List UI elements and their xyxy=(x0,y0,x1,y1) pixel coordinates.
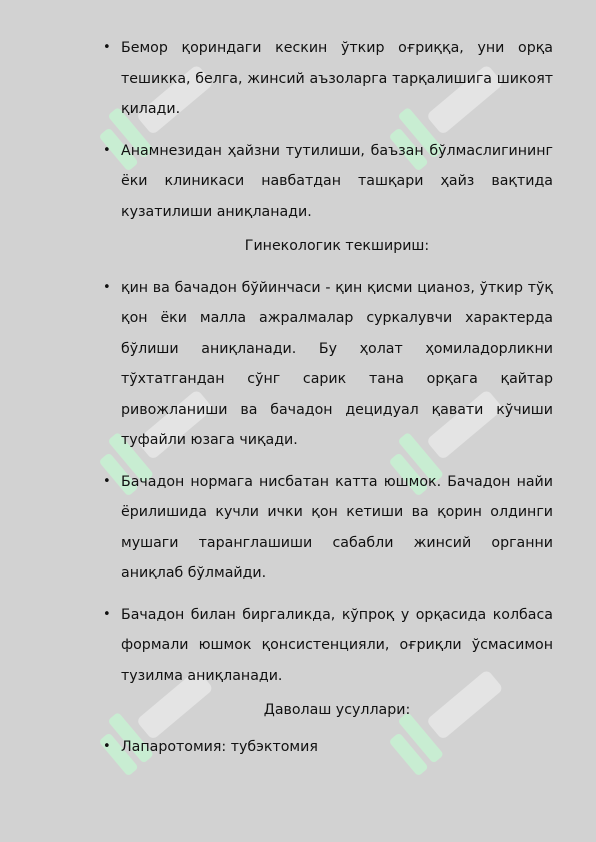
bullet-marker: • xyxy=(103,40,111,55)
list-item-text: қин ва бачадон бўйинчаси - қин қисми цианоз, ўткир тўқ қон ёки малла ажралмалар суркалувчи характерда бўлиши аниқланади. Бу ҳолат ҳомиладорликни тўхтатгандан сўнг сарик тана орқага қайтар ривожланиши ва бачадон децидуал қавати кўчиши туфайли юзага чиқади. xyxy=(121,279,553,448)
list-item-text: Бемор қориндаги кескин ўткир оғриққа, уни орқа тешикка, белга, жинсий аъзоларга тарқалишига шикоят қилади. xyxy=(121,40,553,117)
bullet-marker: • xyxy=(103,738,111,754)
bullet-marker: • xyxy=(103,473,111,489)
document-body xyxy=(0,33,596,762)
bullet-marker: • xyxy=(103,606,111,622)
list-item xyxy=(103,467,553,589)
list-item-text: Лапаротомия: тубэктомия xyxy=(121,738,318,755)
list-item xyxy=(103,273,553,456)
section-heading: Гинекологик текшириш: xyxy=(244,238,430,254)
bullet-marker: • xyxy=(103,279,111,295)
list-item-text: Бачадон нормага нисбатан катта юшмок. Бачадон найи ёрилишида кучли ички қон кетиши ва қорин олдинги мушаги таранглашиши сабабли жинсий органни аниқлаб бўлмайди. xyxy=(121,473,553,581)
list-item xyxy=(103,600,553,692)
list-item-text: Бачадон билан биргаликда, кўпроқ у орқасида колбаса формали юшмок қонсистенцияли, оғриқли ўсмасимон тузилма аниқланади. xyxy=(121,606,553,684)
section-heading: Даволаш усуллари: xyxy=(263,702,411,718)
list-item-text: Анамнезидан ҳайзни тутилиши, баъзан бўлмаслигининг ёки клиникаси навбатдан ташқари ҳайз вақтида кузатилиши аниқланади. xyxy=(121,142,553,220)
list-item xyxy=(103,136,553,228)
list-item xyxy=(103,33,553,125)
list-item xyxy=(103,732,553,763)
bullet-marker: • xyxy=(103,142,111,158)
